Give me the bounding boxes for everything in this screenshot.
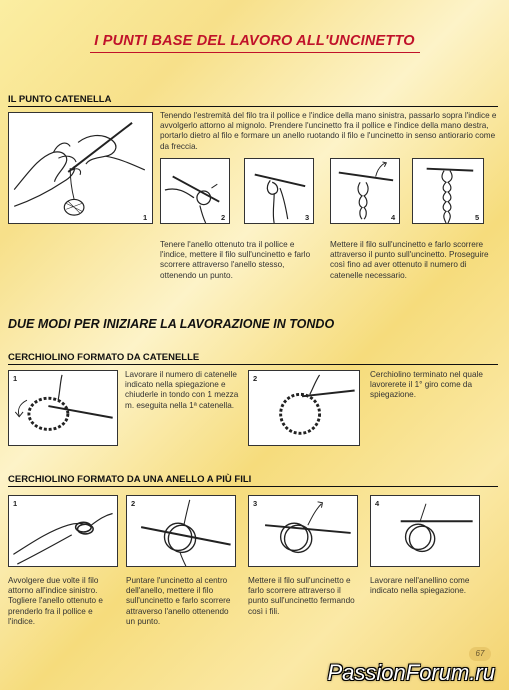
- figure-anello-4: [370, 495, 480, 567]
- subsection-heading-anello: CERCHIOLINO FORMATO DA UNA ANELLO A PIÙ FILI: [8, 474, 252, 485]
- anello-caption-1: Avvolgere due volte il filo attorno all'indice sinistro. Togliere l'anello ottenuto e prenderlo fra il pollice e l'indice.: [8, 576, 103, 626]
- subsection-heading-catenelle: CERCHIOLINO FORMATO DA CATENELLE: [8, 352, 200, 363]
- figure-5-long-chain: [412, 158, 484, 224]
- cerchiolino-catenelle-text-2: Cerchiolino terminato nel quale lavorerete il 1° giro come da spiegazione.: [370, 370, 483, 400]
- figure-4-chain: [330, 158, 400, 224]
- figure-number: 4: [375, 499, 380, 508]
- catenella-caption-right: Mettere il filo sull'uncinetto e farlo scorrere attraverso il punto sull'uncinetto. Proseguire così fino ad aver ottenuto il numero di catenelle necessario.: [330, 240, 489, 280]
- figure-number: 5: [475, 213, 480, 222]
- watermark: PassionForum.ru: [327, 660, 495, 685]
- section-divider: [8, 486, 498, 487]
- section-heading-catenella: IL PUNTO CATENELLA: [8, 94, 112, 105]
- figure-anello-1: [8, 495, 118, 567]
- figure-2-loop: [160, 158, 230, 224]
- figure-1-hands: [8, 112, 153, 224]
- section-divider: [8, 364, 498, 365]
- title-underline: [90, 52, 420, 53]
- figure-number: 2: [221, 213, 226, 222]
- figure-cerchiolino-2: [248, 370, 360, 446]
- catenella-caption-left: Tenere l'anello ottenuto tra il pollice e l'indice, mettere il filo sull'uncinetto e farlo scorrere attraverso l'anello stesso, ottenendo un punto.: [160, 240, 311, 280]
- anello-caption-2: Puntare l'uncinetto al centro dell'anello, mettere il filo sull'uncinetto e farlo scorrere attraverso l'anello ottenendo un punto.: [126, 576, 231, 626]
- figure-number: 2: [131, 499, 136, 508]
- figure-number: 3: [305, 213, 310, 222]
- figure-number: 1: [13, 499, 18, 508]
- section-divider: [8, 106, 498, 107]
- figure-3-first-stitch: [244, 158, 314, 224]
- cerchiolino-catenelle-text-1: Lavorare il numero di catenelle indicato nella spiegazione e chiuderle in tondo con 1 mezza m. eseguita nella 1ª catenella.: [125, 370, 239, 410]
- figure-number: 2: [253, 374, 258, 383]
- catenella-intro-text: Tenendo l'estremità del filo tra il pollice e l'indice della mano sinistra, passarlo sopra l'indice e avvolgerlo attorno al mignolo. Prendere l'uncinetto fra il pollice e l'indice della mano destra, portarlo dietro al filo e formare un anello ruotando il filo e l'uncinetto in senso antiorario come da freccia.: [160, 111, 497, 151]
- anello-caption-3: Mettere il filo sull'uncinetto e farlo scorrere attraverso il punto sull'uncinetto fermando così i fili.: [248, 576, 355, 616]
- section-heading-tondo: DUE MODI PER INIZIARE LA LAVORAZIONE IN TONDO: [8, 317, 335, 331]
- anello-caption-4: Lavorare nell'anellino come indicato nella spiegazione.: [370, 576, 470, 596]
- figure-number: 4: [391, 213, 396, 222]
- figure-number: 3: [253, 499, 258, 508]
- page-title: I PUNTI BASE DEL LAVORO ALL'UNCINETTO: [94, 33, 415, 49]
- figure-anello-2: [126, 495, 236, 567]
- page-number: 67: [469, 647, 491, 661]
- figure-cerchiolino-1: [8, 370, 118, 446]
- figure-number: 1: [13, 374, 18, 383]
- figure-anello-3: [248, 495, 358, 567]
- figure-number: 1: [143, 213, 148, 222]
